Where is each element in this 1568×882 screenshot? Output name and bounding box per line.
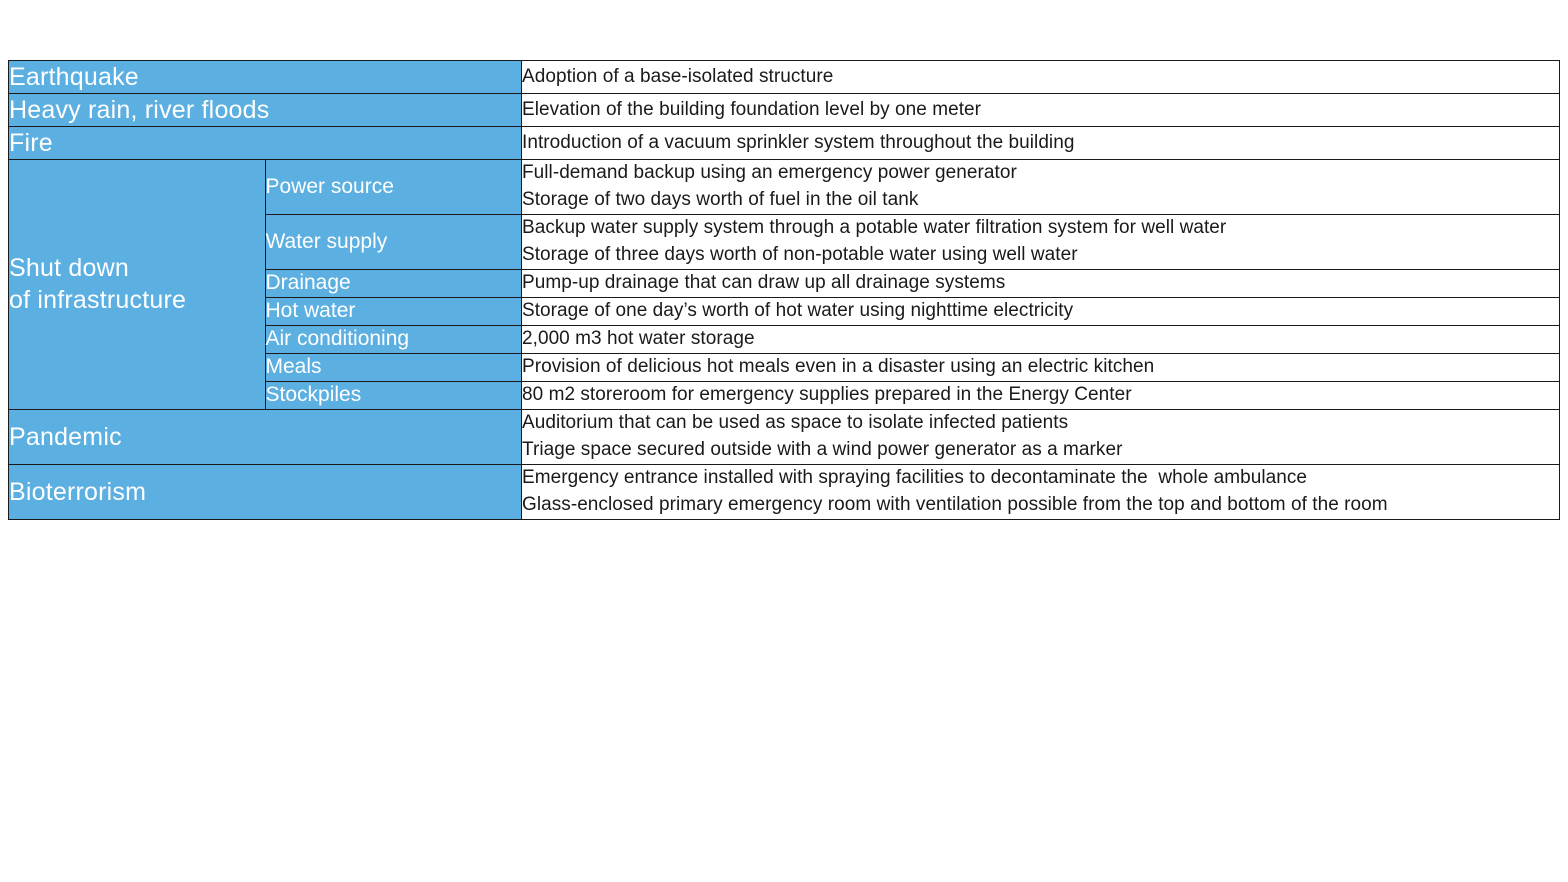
description-line: Pump-up drainage that can draw up all drainage systems [522, 271, 1006, 293]
subcategory-cell-power-source [265, 160, 522, 215]
description-cell-heavy-rain [522, 94, 1560, 127]
subcategory-cell-hot-water [265, 297, 522, 325]
description-line: Storage of two days worth of fuel in the oil tank [522, 188, 919, 210]
description-cell-stockpiles [522, 381, 1560, 409]
description-cell-earthquake [522, 61, 1560, 94]
subcategory-label: Hot water [265, 299, 356, 323]
table-row [9, 94, 1560, 127]
table-row [9, 61, 1560, 94]
subcategory-label: Stockpiles [265, 383, 362, 407]
description-line: Adoption of a base-isolated structure [522, 65, 834, 87]
description-line: Full-demand backup using an emergency power generator [522, 162, 1017, 183]
description-line: Provision of delicious hot meals even in a disaster using an electric kitchen [522, 355, 1155, 377]
subcategory-cell-meals [265, 353, 522, 381]
description-line: Elevation of the building foundation level by one meter [522, 98, 982, 120]
description-line: 2,000 m3 hot water storage [522, 327, 755, 349]
description-cell-pandemic [522, 409, 1560, 464]
category-cell-earthquake [9, 61, 522, 94]
description-cell-air-conditioning [522, 325, 1560, 353]
category-cell-heavy-rain [9, 94, 522, 127]
subcategory-label: Air conditioning [265, 327, 410, 351]
description-cell-meals [522, 353, 1560, 381]
description-cell-drainage [522, 269, 1560, 297]
category-label: Pandemic [9, 422, 122, 451]
category-label: Heavy rain, river floods [9, 96, 270, 124]
risk-measures-table [8, 60, 1560, 520]
category-label: Fire [9, 129, 53, 157]
description-line: Storage of one day’s worth of hot water using nighttime electricity [522, 299, 1074, 321]
table-row [9, 464, 1560, 519]
category-cell-infrastructure [9, 160, 266, 410]
subcategory-cell-stockpiles [265, 381, 522, 409]
description-cell-water-supply [522, 214, 1560, 269]
description-line: 80 m2 storeroom for emergency supplies prepared in the Energy Center [522, 383, 1132, 405]
description-line: Triage space secured outside with a wind power generator as a marker [522, 438, 1123, 460]
description-line: Emergency entrance installed with spraying facilities to decontaminate the whole ambulance [522, 466, 1308, 488]
table-row [9, 160, 1560, 215]
description-cell-fire [522, 127, 1560, 160]
category-label-line1: Shut down [9, 254, 129, 283]
subcategory-label: Meals [265, 355, 322, 379]
description-cell-power-source [522, 160, 1560, 215]
description-line: Storage of three days worth of non-potable water using well water [522, 243, 1078, 265]
category-cell-bioterrorism [9, 464, 522, 519]
category-label-line2: of infrastructure [9, 286, 187, 315]
category-label: Earthquake [9, 63, 139, 91]
description-line: Introduction of a vacuum sprinkler system throughout the building [522, 131, 1075, 153]
subcategory-label: Power source [265, 174, 394, 198]
category-cell-fire [9, 127, 522, 160]
category-cell-pandemic [9, 409, 522, 464]
table-row [9, 127, 1560, 160]
subcategory-label: Drainage [265, 271, 351, 295]
subcategory-cell-air-conditioning [265, 325, 522, 353]
description-line: Auditorium that can be used as space to isolate infected patients [522, 411, 1069, 433]
table-row [9, 409, 1560, 464]
description-line: Glass-enclosed primary emergency room with ventilation possible from the top and bottom of the room [522, 493, 1388, 515]
description-cell-bioterrorism [522, 464, 1560, 519]
description-line: Backup water supply system through a potable water filtration system for well water [522, 216, 1227, 238]
category-label: Bioterrorism [9, 477, 147, 506]
description-cell-hot-water [522, 297, 1560, 325]
subcategory-cell-water-supply [265, 214, 522, 269]
subcategory-cell-drainage [265, 269, 522, 297]
subcategory-label: Water supply [265, 229, 388, 253]
